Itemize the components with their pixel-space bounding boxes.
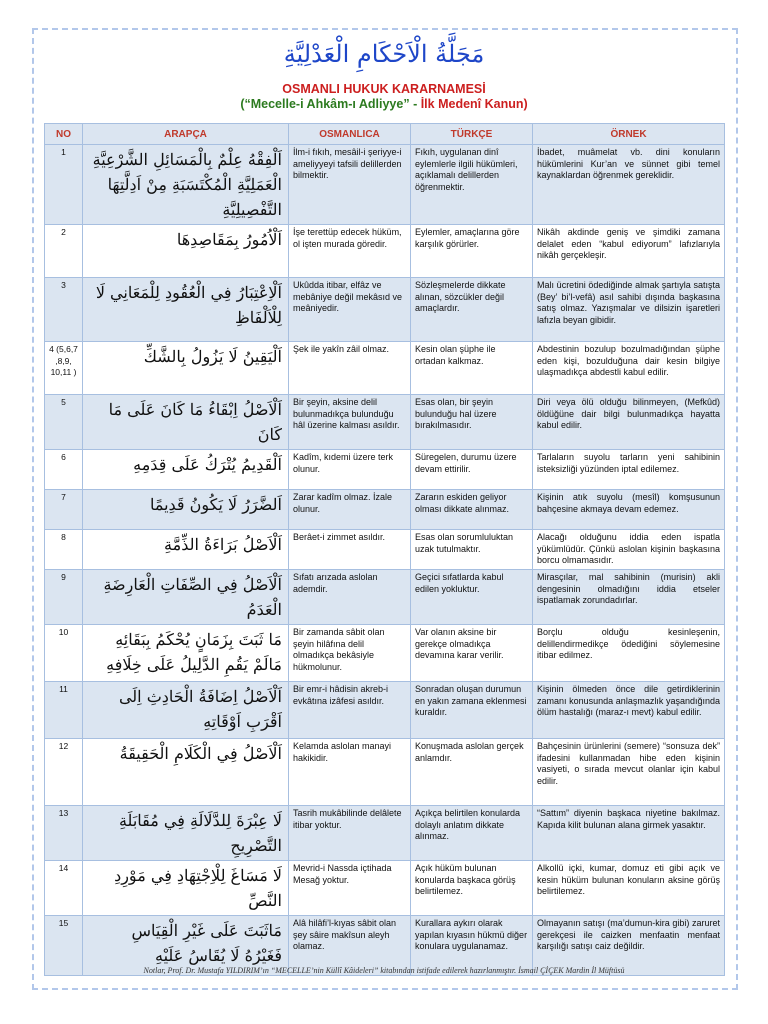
- cell-ottoman: Ukûdda itibar, elfâz ve mebâniye değil mekâsıd ve meâniyedir.: [289, 278, 411, 342]
- cell-example: Mirasçılar, mal sahibinin (murisin) akli dengesinin olmadığını iddia etseler ispatlamak zorundadırlar.: [533, 570, 725, 625]
- cell-ottoman: Şek ile yakîn zâil olmaz.: [289, 342, 411, 395]
- footer-note: Notlar, Prof. Dr. Mustafa YILDIRIM’ın “MECELLE’nin Küllî Kâideleri” kitabından istifade edilerek hazırlanmıştır. İsmail ÇİÇEK Mardin İl Müftüsü: [143, 966, 625, 975]
- table-row: [45, 739, 725, 806]
- cell-example: Alacağı olduğunu iddia eden ispatla yükümlüdür. Çünkü aslolan kişinin başkasına borcu olmamasıdır.: [533, 530, 725, 570]
- cell-ottoman: Berâet-i zimmet asıldır.: [289, 530, 411, 570]
- cell-no: 3: [45, 278, 83, 342]
- column-header-no: NO: [45, 124, 83, 145]
- cell-no: 1: [45, 145, 83, 225]
- cell-turkish: Açıkça belirtilen konularda dolaylı anlatım dikkate alınmaz.: [411, 806, 533, 861]
- cell-ottoman: Zarar kadîm olmaz. İzale olunur.: [289, 490, 411, 530]
- subtitle-mecelle: (“Mecelle-i Ahkâm-ı Adliyye” -: [240, 97, 421, 111]
- cell-no: 6: [45, 450, 83, 490]
- cell-arabic: اَلْاُمُورُ بِمَقَاصِدِهَا: [83, 225, 289, 278]
- arabic-title: مَجَلَّةُ الْاَحْكَامِ الْعَدْلِيَّةِ: [283, 40, 485, 68]
- cell-example: Tarlaların suyolu tarların yeni sahibinin isteksizliği yüzünden iptal edilemez.: [533, 450, 725, 490]
- cell-arabic: اَلْاَصْلُ بَرَاءَةُ الذِّمَّةِ: [83, 530, 289, 570]
- table-row: [45, 342, 725, 395]
- rules-table: [44, 123, 725, 976]
- cell-example: Abdestinin bozulup bozulmadığından şüphe eden kişi, bozulduğuna dair kesin bilgiye ulaşmadıkça abdestli kabul edilir.: [533, 342, 725, 395]
- cell-ottoman: İşe terettüp edecek hüküm, ol işten murada göredir.: [289, 225, 411, 278]
- cell-arabic: اَلْاِعْتِبَارُ فِي الْعُقُودِ لِلْمَعَانِي لَا لِلْاَلْفَاظِ: [83, 278, 289, 342]
- cell-ottoman: İlm-i fıkıh, mesâil-i şeriyye-i ameliyyeyi tafsili delillerden bilmektir.: [289, 145, 411, 225]
- cell-no: 12: [45, 739, 83, 806]
- cell-turkish: Sonradan oluşan durumun en yakın zamana eklenmesi kuraldır.: [411, 682, 533, 739]
- cell-ottoman: Bir şeyin, aksine delil bulunmadıkça bulunduğu hâl üzerine kalması asıldır.: [289, 395, 411, 450]
- document-subtitle: [0, 97, 768, 111]
- cell-example: “Sattım” diyenin başkaca niyetine bakılmaz. Kapıda kilit bulunan alana girmek yasaktır.: [533, 806, 725, 861]
- cell-arabic: اَلْاَصْلُ فِي الْكَلَامِ الْحَقِيقَةُ: [83, 739, 289, 806]
- cell-turkish: Açık hüküm bulunan konularda başkaca görüş belirtilemez.: [411, 861, 533, 916]
- table-body: [45, 145, 725, 976]
- cell-arabic: اَلْفِقْهُ عِلْمٌ بِالْمَسَائِلِ الشَّرْعِيَّةِ الْعَمَلِيَّةِ الْمُكْتَسَبَةِ مِنْ اَدِلَّتِهَا التَّفْصِيلِيَّةِ: [83, 145, 289, 225]
- table-row: [45, 145, 725, 225]
- cell-example: Kişinin ölmeden önce dile getirdiklerinin zamanı konusunda anlaşmazlık yaşandığında ölüm hastalığı (maraz-ı mevt) kabul edilir.: [533, 682, 725, 739]
- cell-arabic: اَلْيَقِينُ لَا يَزُولُ بِالشَّكِّ: [83, 342, 289, 395]
- table-row: [45, 530, 725, 570]
- table-row: [45, 861, 725, 916]
- cell-no: 14: [45, 861, 83, 916]
- column-header-example: ÖRNEK: [533, 124, 725, 145]
- cell-example: Bahçesinin ürünlerini (semere) “sonsuza dek” ifadesini kullanmadan hibe eden kişinin vasiyeti, o sırada mevcut olanlar için kabul edilir.: [533, 739, 725, 806]
- cell-ottoman: Alâ hilâfi’l-kıyas sâbit olan şey sâire makîsun aleyh olamaz.: [289, 916, 411, 976]
- table-row: [45, 490, 725, 530]
- document-title: OSMANLI HUKUK KARARNAMESİ: [282, 82, 486, 96]
- cell-arabic: اَلْاَصْلُ فِي الصِّفَاتِ الْعَارِضَةِ الْعَدَمُ: [83, 570, 289, 625]
- table-row: [45, 682, 725, 739]
- cell-no: 15: [45, 916, 83, 976]
- cell-no: 4 (5,6,7 ,8,9, 10,11 ): [45, 342, 83, 395]
- cell-no: 7: [45, 490, 83, 530]
- cell-turkish: Fıkıh, uygulanan dinî eylemlerle ilgili hükümleri, açıklamalı delillerden öğrenmektir.: [411, 145, 533, 225]
- cell-example: Nikâh akdinde geniş ve şimdiki zamana delalet eden “kabul ediyorum” lafızlarıyla nikâh gerçekleşir.: [533, 225, 725, 278]
- cell-turkish: Geçici sıfatlarda kabul edilen yokluktur.: [411, 570, 533, 625]
- cell-arabic: اَلضَّرَرُ لَا يَكُونُ قَدِيمًا: [83, 490, 289, 530]
- cell-ottoman: Bir zamanda sâbit olan şeyin hilâfına delil olmadıkça bekâsiyle hükmolunur.: [289, 625, 411, 682]
- table-row: [45, 225, 725, 278]
- cell-example: Olmayanın satışı (ma’dumun-kira gibi) zaruret gerekçesi ile caizken menfaatin menfaat karşılığı satışı caiz değildir.: [533, 916, 725, 976]
- table-row: [45, 570, 725, 625]
- cell-arabic: اَلْاَصْلُ اِضَافَةُ الْحَادِثِ اِلَى اَقْرَبِ اَوْقَاتِهِ: [83, 682, 289, 739]
- cell-ottoman: Bir emr-i hâdisin akreb-i evkâtına izâfesi asıldır.: [289, 682, 411, 739]
- cell-turkish: Esas olan sorumluluktan uzak tutulmaktır.: [411, 530, 533, 570]
- table-header-row: [45, 124, 725, 145]
- cell-turkish: Kurallara aykırı olarak yapılan kıyasın hükmü diğer konulara uygulanamaz.: [411, 916, 533, 976]
- cell-arabic: لَا مَسَاغَ لِلْاِجْتِهَادِ فِي مَوْرِدِ النَّصِّ: [83, 861, 289, 916]
- cell-no: 13: [45, 806, 83, 861]
- cell-arabic: مَا ثَبَتَ بِزَمَانٍ يُحْكَمُ بِبَقَائِهِ مَالَمْ يَقُمِ الدَّلِيلُ عَلَى خِلَافِهِ: [83, 625, 289, 682]
- cell-ottoman: Mevrid-i Nassda içtihada Mesağ yoktur.: [289, 861, 411, 916]
- column-header-turkish: TÜRKÇE: [411, 124, 533, 145]
- cell-arabic: مَاثَبَتَ عَلَى غَيْرِ الْقِيَاسِ فَغَيْرُهُ لَا يُقَاسُ عَلَيْهِ: [83, 916, 289, 976]
- cell-ottoman: Kadîm, kıdemi üzere terk olunur.: [289, 450, 411, 490]
- cell-example: Malı ücretini ödediğinde almak şartıyla satışta (Bey’ bi’l-vefâ) asıl sahibi dışında başkasına satış olmaz. Yazışmalar ve dilsizin işaretleri lafızla beyan gibidir.: [533, 278, 725, 342]
- cell-turkish: Zararın eskiden geliyor olması dikkate alınmaz.: [411, 490, 533, 530]
- subtitle-kanun: İlk Medenî Kanun): [420, 97, 528, 111]
- cell-no: 11: [45, 682, 83, 739]
- cell-example: Borçlu olduğu kesinleşenin, delillendirmedikçe ödediğini söylemesine itibar edilmez.: [533, 625, 725, 682]
- cell-turkish: Var olanın aksine bir gerekçe olmadıkça devamına karar verilir.: [411, 625, 533, 682]
- table-row: [45, 395, 725, 450]
- cell-no: 2: [45, 225, 83, 278]
- cell-arabic: اَلْاَصْلُ اِبْقَاءُ مَا كَانَ عَلَى مَا كَانَ: [83, 395, 289, 450]
- table-row: [45, 806, 725, 861]
- cell-example: Kişinin atık suyolu (mesîl) komşusunun bahçesine akmaya devam edemez.: [533, 490, 725, 530]
- cell-no: 10: [45, 625, 83, 682]
- cell-ottoman: Sıfatı arızada aslolan ademdir.: [289, 570, 411, 625]
- table-row: [45, 450, 725, 490]
- cell-example: İbadet, muâmelat vb. dini konuların hükümlerini Kur’an ve sünnet gibi temel kaynaklardan öğrenmek gereklidir.: [533, 145, 725, 225]
- cell-arabic: لَا عِبْرَةَ لِلدَّلَالَةِ فِي مُقَابَلَةِ التَّصْرِيحِ: [83, 806, 289, 861]
- cell-turkish: Eylemler, amaçlarına göre karşılık görürler.: [411, 225, 533, 278]
- cell-ottoman: Kelamda aslolan manayi hakikidir.: [289, 739, 411, 806]
- cell-turkish: Kesin olan şüphe ile ortadan kalkmaz.: [411, 342, 533, 395]
- cell-example: Alkollü içki, kumar, domuz eti gibi açık ve kesin hüküm bulunan konuların aksine görüş belirtilemez.: [533, 861, 725, 916]
- table-row: [45, 278, 725, 342]
- cell-example: Diri veya ölü olduğu bilinmeyen, (Mefkûd) öldüğüne dair bilgi bulunmadıkça hayatta kabul edilir.: [533, 395, 725, 450]
- table-row: [45, 625, 725, 682]
- cell-no: 9: [45, 570, 83, 625]
- cell-arabic: اَلْقَدِيمُ يُتْرَكُ عَلَى قِدَمِهِ: [83, 450, 289, 490]
- cell-turkish: Konuşmada aslolan gerçek anlamdır.: [411, 739, 533, 806]
- cell-no: 8: [45, 530, 83, 570]
- column-header-arabic: ARAPÇA: [83, 124, 289, 145]
- cell-turkish: Sözleşmelerde dikkate alınan, sözcükler değil amaçlardır.: [411, 278, 533, 342]
- cell-ottoman: Tasrih mukâbilinde delâlete itibar yoktur.: [289, 806, 411, 861]
- cell-turkish: Süregelen, durumu üzere devam ettirilir.: [411, 450, 533, 490]
- cell-turkish: Esas olan, bir şeyin bulunduğu hal üzere bırakılmasıdır.: [411, 395, 533, 450]
- column-header-ottoman: OSMANLICA: [289, 124, 411, 145]
- cell-no: 5: [45, 395, 83, 450]
